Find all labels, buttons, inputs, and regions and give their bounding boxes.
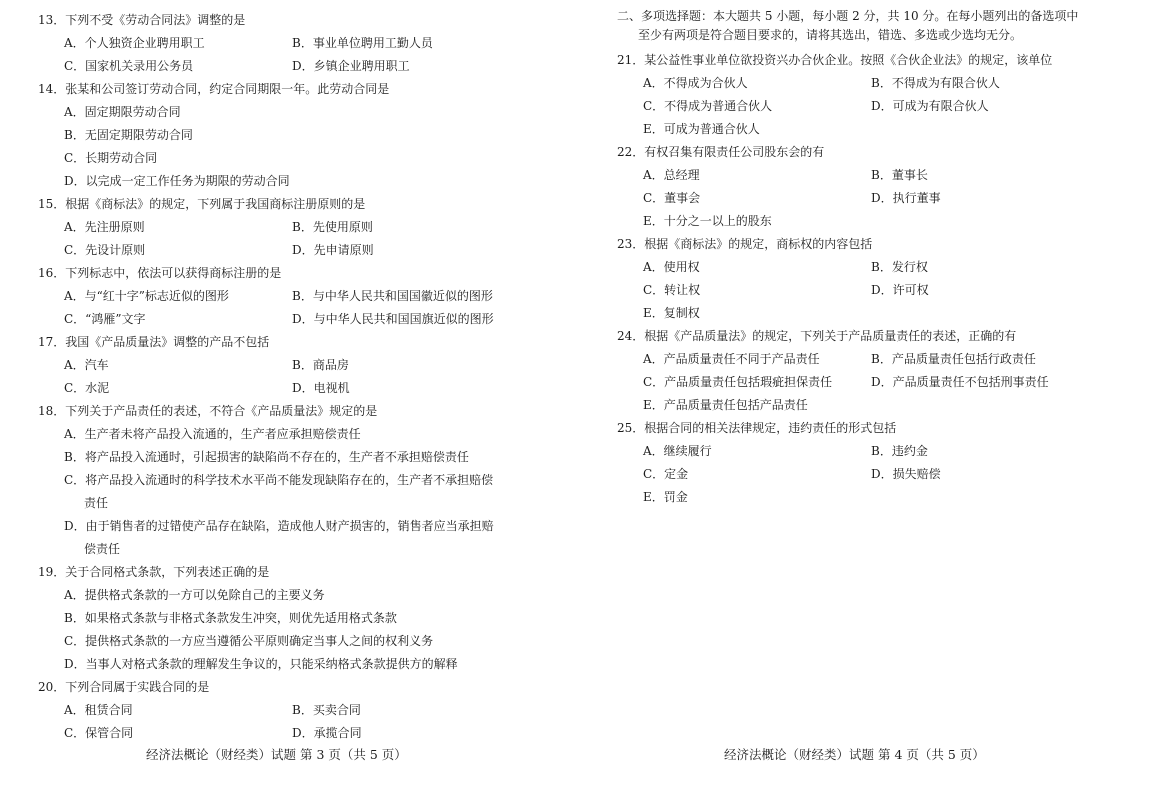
option: D．承揽合同 <box>292 726 362 740</box>
option-row <box>38 354 578 377</box>
option: E．罚金 <box>643 490 688 504</box>
question-stem: 17．我国《产品质量法》调整的产品不包括 <box>38 335 270 349</box>
question-14 <box>38 78 578 193</box>
option-row <box>617 187 1147 210</box>
option: B．先使用原则 <box>292 220 373 234</box>
option-row <box>617 348 1147 371</box>
option: A．使用权 <box>643 260 700 274</box>
option-continuation: 偿责任 <box>84 542 121 556</box>
option-row <box>617 95 1147 118</box>
question-24 <box>617 325 1147 417</box>
option: B．如果格式条款与非格式条款发生冲突，则优先适用格式条款 <box>64 611 397 625</box>
page-footer-right: 经济法概论（财经类）试题 第 4 页（共 5 页） <box>724 747 985 762</box>
option: D．与中华人民共和国国旗近似的图形 <box>292 312 494 326</box>
option: B．事业单位聘用工勤人员 <box>292 36 433 50</box>
option: D．以完成一定工作任务为期限的劳动合同 <box>64 174 290 188</box>
option: C．董事会 <box>643 191 701 205</box>
option: C．先设计原则 <box>64 243 146 257</box>
option: A．产品质量责任不同于产品责任 <box>643 352 820 366</box>
option: A．不得成为合伙人 <box>643 76 748 90</box>
option-row <box>38 722 578 745</box>
option-row <box>38 308 578 331</box>
option: C．产品质量责任包括瑕疵担保责任 <box>643 375 833 389</box>
question-stem: 18．下列关于产品责任的表述，不符合《产品质量法》规定的是 <box>38 404 378 418</box>
option: C．转让权 <box>643 283 701 297</box>
option <box>38 469 578 515</box>
section-title: 二、多项选择题：本大题共 5 小题，每小题 2 分，共 10 分。在每小题列出的备选项中 <box>617 9 1079 23</box>
option-row <box>38 377 578 400</box>
option-row <box>617 256 1147 279</box>
question-stem: 13．下列不受《劳动合同法》调整的是 <box>38 13 246 27</box>
option: C．国家机关录用公务员 <box>64 59 194 73</box>
option: A．继续履行 <box>643 444 712 458</box>
option: E．产品质量责任包括产品责任 <box>643 398 808 412</box>
option: A．总经理 <box>643 168 700 182</box>
question-stem: 25．根据合同的相关法律规定，违约责任的形式包括 <box>617 421 897 435</box>
option: E．复制权 <box>643 306 700 320</box>
option <box>38 515 578 561</box>
option: C．水泥 <box>64 381 110 395</box>
option-row <box>617 463 1147 486</box>
question-stem: 19．关于合同格式条款，下列表述正确的是 <box>38 565 270 579</box>
option: B．违约金 <box>871 444 928 458</box>
option: C．保管合同 <box>64 726 134 740</box>
option: D．许可权 <box>871 283 929 297</box>
option: D．先申请原则 <box>292 243 374 257</box>
option: C．“鸿雁”文字 <box>64 312 146 326</box>
question-stem: 14．张某和公司签订劳动合同，约定合同期限一年。此劳动合同是 <box>38 82 390 96</box>
option: D．损失赔偿 <box>871 467 941 481</box>
section-title-cont: 至少有两项是符合题目要求的，请将其选出，错选、多选或少选均无分。 <box>638 28 1023 42</box>
question-16 <box>38 262 578 331</box>
option-row <box>38 32 578 55</box>
option: A．固定期限劳动合同 <box>64 105 181 119</box>
option: C．不得成为普通合伙人 <box>643 99 773 113</box>
option: B．发行权 <box>871 260 928 274</box>
option: A．与“红十字”标志近似的图形 <box>64 289 229 303</box>
option-line: B．将产品投入流通时，引起损害的缺陷尚不存在的，生产者不承担赔偿责任 <box>64 450 469 464</box>
option: A．汽车 <box>64 358 109 372</box>
option-row <box>617 164 1147 187</box>
question-stem: 15．根据《商标法》的规定，下列属于我国商标注册原则的是 <box>38 197 366 211</box>
option: D．执行董事 <box>871 191 941 205</box>
question-13 <box>38 9 578 78</box>
option-line: C．将产品投入流通时的科学技术水平尚不能发现缺陷存在的，生产者不承担赔偿 <box>64 473 494 487</box>
option: B．无固定期限劳动合同 <box>64 128 193 142</box>
option: A．提供格式条款的一方可以免除自己的主要义务 <box>64 588 325 602</box>
option-row <box>38 55 578 78</box>
question-stem: 16．下列标志中，依法可以获得商标注册的是 <box>38 266 282 280</box>
option-line: D．由于销售者的过错使产品存在缺陷，造成他人财产损害的，销售者应当承担赔 <box>64 519 494 533</box>
question-17 <box>38 331 578 400</box>
question-stem: 20．下列合同属于实践合同的是 <box>38 680 210 694</box>
page-4 <box>617 7 1147 509</box>
question-15 <box>38 193 578 262</box>
option: C．长期劳动合同 <box>64 151 158 165</box>
option-row <box>617 371 1147 394</box>
option: E．十分之一以上的股东 <box>643 214 772 228</box>
option <box>38 423 578 446</box>
option: A．个人独资企业聘用职工 <box>64 36 205 50</box>
option-row <box>617 440 1147 463</box>
option: C．定金 <box>643 467 689 481</box>
option-row <box>38 699 578 722</box>
option: D．可成为有限合伙人 <box>871 99 989 113</box>
option: B．商品房 <box>292 358 349 372</box>
option: D．电视机 <box>292 381 350 395</box>
option: B．不得成为有限合伙人 <box>871 76 1000 90</box>
question-stem: 21．某公益性事业单位欲投资兴办合伙企业。按照《合伙企业法》的规定，该单位 <box>617 53 1053 67</box>
page-3 <box>38 9 578 745</box>
option: A．先注册原则 <box>64 220 145 234</box>
option-row <box>617 72 1147 95</box>
option: A．租赁合同 <box>64 703 133 717</box>
question-stem: 24．根据《产品质量法》的规定，下列关于产品质量责任的表述，正确的有 <box>617 329 1017 343</box>
question-25 <box>617 417 1147 509</box>
option-continuation: 责任 <box>84 496 109 510</box>
question-21 <box>617 49 1147 141</box>
option-line: A．生产者未将产品投入流通的，生产者应承担赔偿责任 <box>64 427 361 441</box>
option: D．乡镇企业聘用职工 <box>292 59 410 73</box>
option: D．当事人对格式条款的理解发生争议的，只能采纳格式条款提供方的解释 <box>64 657 458 671</box>
option: E．可成为普通合伙人 <box>643 122 760 136</box>
question-stem: 22．有权召集有限责任公司股东会的有 <box>617 145 825 159</box>
question-20 <box>38 676 578 745</box>
page-footer-left: 经济法概论（财经类）试题 第 3 页（共 5 页） <box>146 747 407 762</box>
question-stem: 23．根据《商标法》的规定，商标权的内容包括 <box>617 237 873 251</box>
option <box>38 446 578 469</box>
option-row <box>38 239 578 262</box>
question-18 <box>38 400 578 561</box>
option: B．与中华人民共和国国徽近似的图形 <box>292 289 493 303</box>
option: B．买卖合同 <box>292 703 361 717</box>
option-row <box>38 285 578 308</box>
option: C．提供格式条款的一方应当遵循公平原则确定当事人之间的权利义务 <box>64 634 434 648</box>
question-22 <box>617 141 1147 233</box>
option: B．产品质量责任包括行政责任 <box>871 352 1036 366</box>
option-row <box>617 279 1147 302</box>
option: B．董事长 <box>871 168 928 182</box>
option-row <box>38 216 578 239</box>
question-23 <box>617 233 1147 325</box>
option: D．产品质量责任不包括刑事责任 <box>871 375 1049 389</box>
question-19 <box>38 561 578 676</box>
